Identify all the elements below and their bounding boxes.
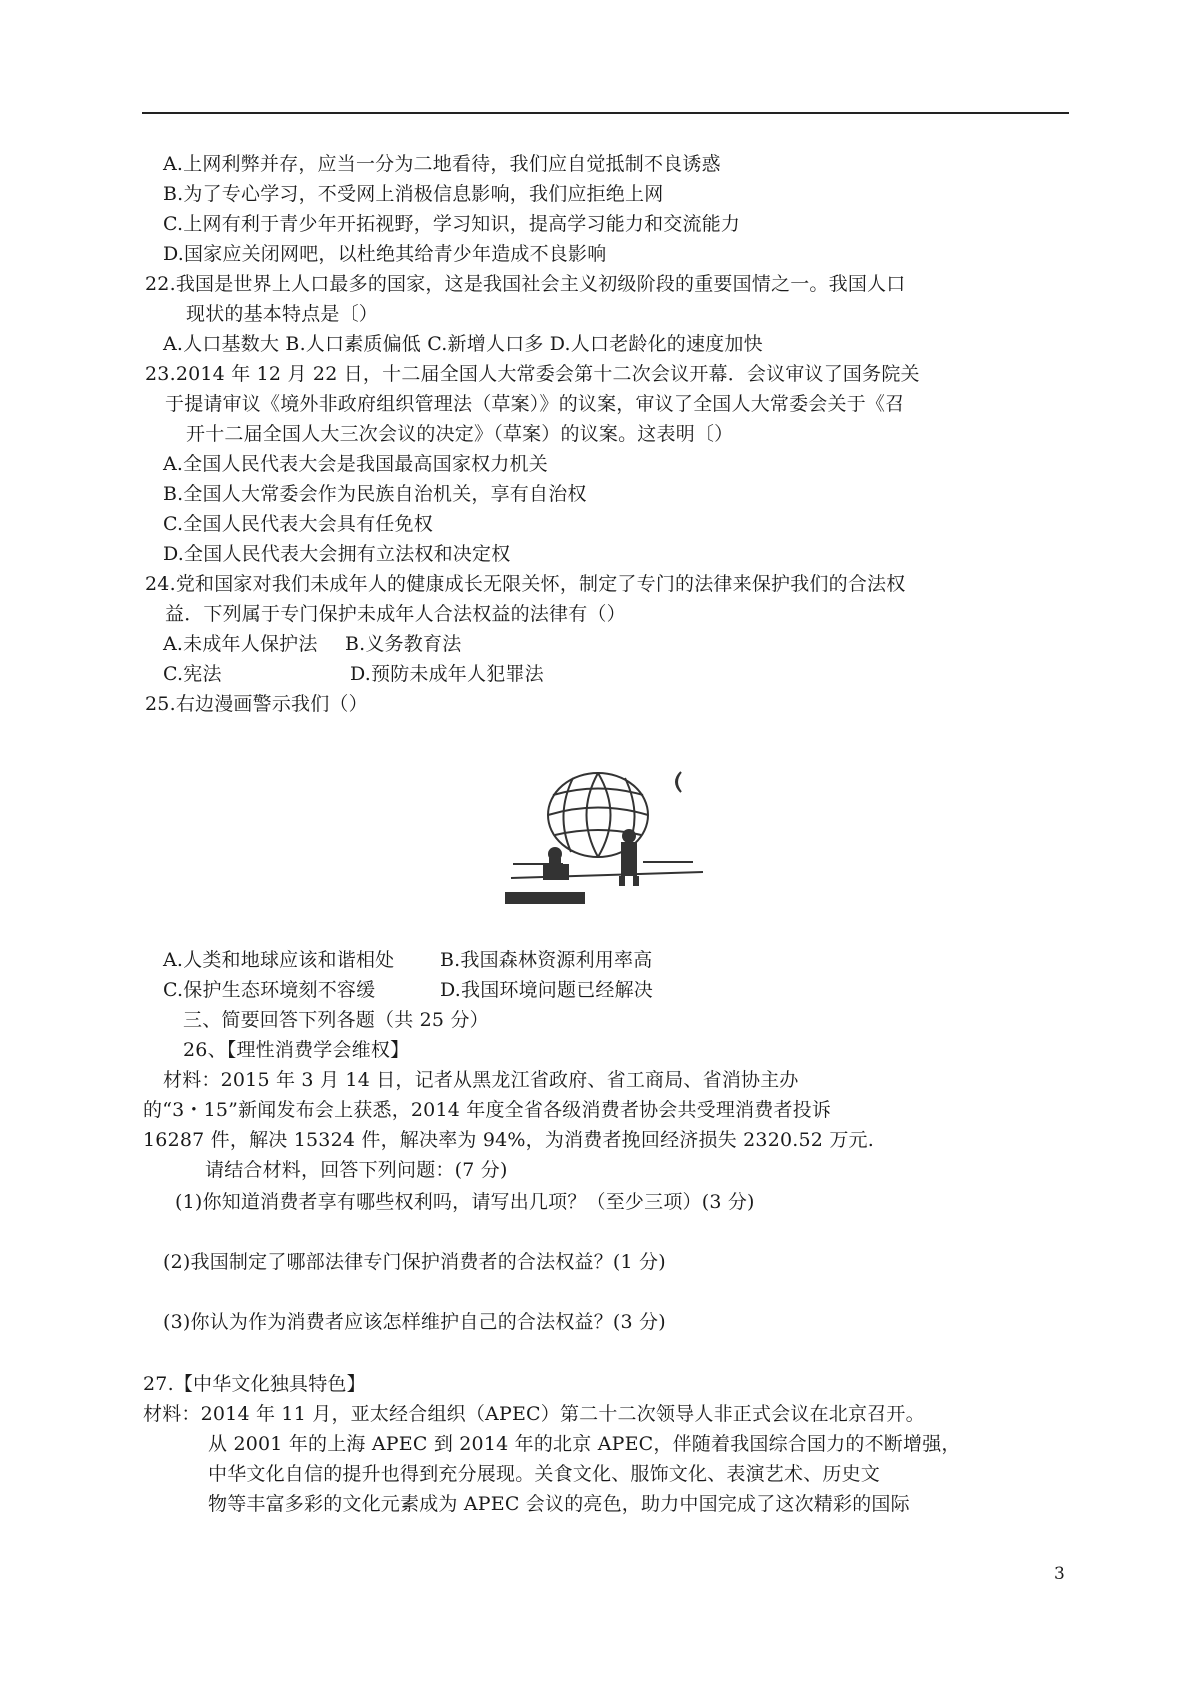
figure-leg-right — [633, 876, 639, 886]
q23-option-b: B.全国人大常委会作为民族自治机关，享有自治权 — [163, 483, 587, 505]
q22-options: A.人口基数大 B.人口素质偏低 C.新增人口多 D.人口老龄化的速度加快 — [163, 333, 763, 355]
q24-option-b: B.义务教育法 — [345, 633, 462, 655]
q22-stem-line1: 22.我国是世界上人口最多的国家，这是我国社会主义初级阶段的重要国情之一。我国人口 — [145, 273, 906, 295]
q21-option-a: A.上网利弊并存，应当一分为二地看待，我们应自觉抵制不良诱惑 — [163, 153, 721, 175]
q27-material-line1: 材料：2014 年 11 月，亚太经合组织（APEC）第二十二次领导人非正式会议在北京召开。 — [143, 1403, 925, 1425]
figure-body — [621, 842, 637, 876]
q24-option-d: D.预防未成年人犯罪法 — [350, 663, 544, 685]
q21-option-c: C.上网有利于青少年开拓视野，学习知识，提高学习能力和交流能力 — [163, 213, 741, 235]
q25-option-c: C.保护生态环境刻不容缓 — [163, 979, 376, 1001]
q27-material-line3: 中华文化自信的提升也得到充分展现。关食文化、服饰文化、表演艺术、历史文 — [208, 1463, 881, 1485]
globe-meridian — [587, 773, 599, 857]
q26-sub3: (3)你认为作为消费者应该怎样维护自己的合法权益？(3 分) — [163, 1311, 666, 1333]
q25-option-d: D.我国环境问题已经解决 — [440, 979, 653, 1001]
q23-stem-line1: 23.2014 年 12 月 22 日，十二届全国人大常委会第十二次会议开幕．会议审议了国务院关 — [145, 363, 920, 385]
cartoon-illustration — [503, 760, 713, 910]
header-rule — [142, 112, 1069, 114]
small-figure-body — [549, 858, 561, 868]
q21-option-b: B.为了专心学习，不受网上消极信息影响，我们应拒绝上网 — [163, 183, 664, 205]
ground-marks — [513, 862, 693, 864]
q26-prompt: 请结合材料，回答下列问题：(7 分) — [205, 1159, 508, 1181]
ground-line — [511, 872, 703, 878]
figure-head — [622, 829, 636, 843]
globe-meridian-2 — [598, 773, 611, 857]
q24-stem-line1: 24.党和国家对我们未成年人的健康成长无限关怀，制定了专门的法律来保护我们的合法权 — [145, 573, 906, 595]
section3-heading: 三、简要回答下列各题（共 25 分） — [183, 1009, 489, 1031]
q26-sub2: (2)我国制定了哪部法律专门保护消费者的合法权益？(1 分) — [163, 1251, 666, 1273]
q25-stem: 25.右边漫画警示我们（） — [145, 693, 368, 715]
q26-material-line3: 16287 件，解决 15324 件，解决率为 94%，为消费者挽回经济损失 2320.52 万元. — [143, 1129, 874, 1151]
q27-material-line2: 从 2001 年的上海 APEC 到 2014 年的北京 APEC，伴随着我国综合国力的不断增强， — [208, 1433, 961, 1455]
q27-title: 27.【中华文化独具特色】 — [143, 1373, 366, 1395]
globe-meridian-3 — [563, 778, 573, 852]
q27-material-line4: 物等丰富多彩的文化元素成为 APEC 会议的亮色，助力中国完成了这次精彩的国际 — [208, 1493, 910, 1515]
q25-option-b: B.我国森林资源利用率高 — [440, 949, 653, 971]
q25-option-a: A.人类和地球应该和谐相处 — [163, 949, 395, 971]
moon-icon — [676, 772, 681, 792]
page-number: 3 — [1054, 1564, 1065, 1584]
q23-option-d: D.全国人民代表大会拥有立法权和决定权 — [163, 543, 511, 565]
q23-stem-line3: 开十二届全国人大三次会议的决定》（草案）的议案。这表明〔） — [186, 423, 734, 445]
q23-option-a: A.全国人民代表大会是我国最高国家权力机关 — [163, 453, 548, 475]
q22-stem-line2: 现状的基本特点是〔） — [186, 303, 379, 325]
q26-material-line2: 的“3・15”新闻发布会上获悉，2014 年度全省各级消费者协会共受理消费者投诉 — [143, 1099, 832, 1121]
q24-option-c: C.宪法 — [163, 663, 222, 685]
q24-option-a: A.未成年人保护法 — [163, 633, 318, 655]
q26-sub1: (1)你知道消费者享有哪些权利吗，请写出几项？（至少三项）(3 分) — [175, 1191, 755, 1213]
q23-option-c: C.全国人民代表大会具有任免权 — [163, 513, 433, 535]
q21-option-d: D.国家应关闭网吧，以杜绝其给青少年造成不良影响 — [163, 243, 607, 265]
figure-leg-left — [619, 876, 625, 886]
q24-stem-line2: 益．下列属于专门保护未成年人合法权益的法律有（） — [165, 603, 626, 625]
caption-bar — [505, 892, 585, 904]
q23-stem-line2: 于提请审议《境外非政府组织管理法（草案）》的议案，审议了全国人大常委会关于《召 — [165, 393, 905, 415]
q26-title: 26、【理性消费学会维权】 — [183, 1039, 410, 1061]
q26-material-line1: 材料：2015 年 3 月 14 日，记者从黑龙江省政府、省工商局、省消协主办 — [163, 1069, 799, 1091]
